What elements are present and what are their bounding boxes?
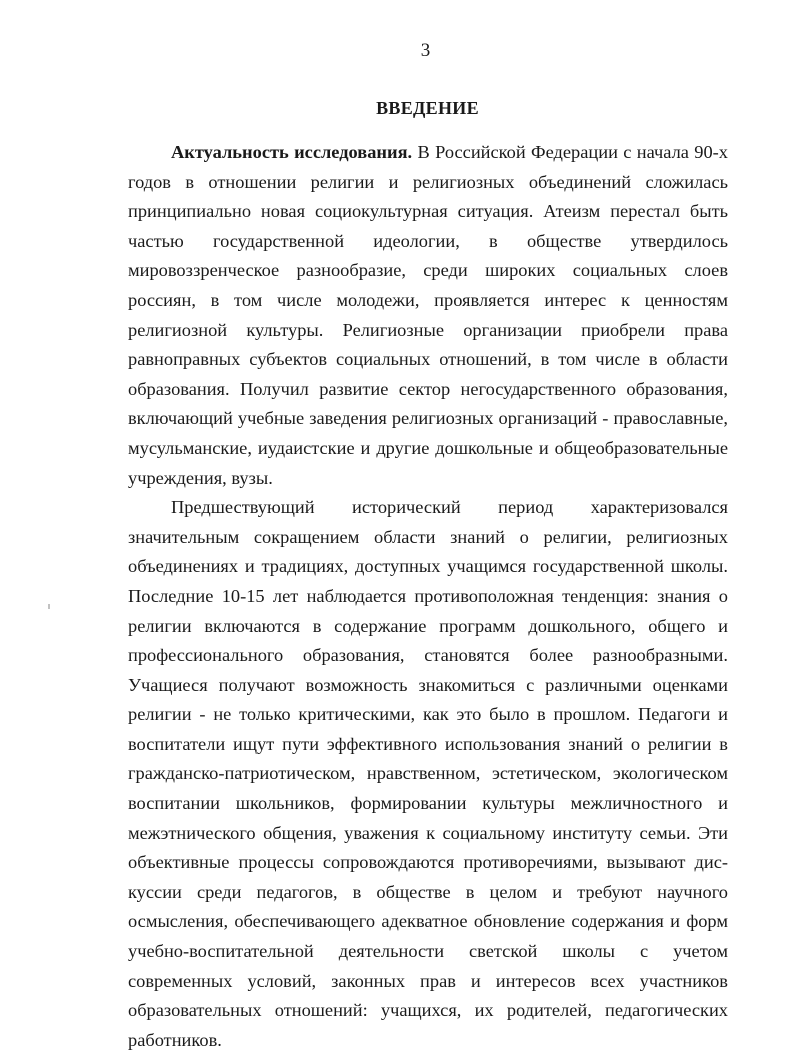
paragraph-relevance <box>128 138 728 493</box>
paragraph-text: В Российской Федерации с начала 90-х годов в отношении религии и религиозных объединений сложилась принципиально новая социокультурная ситуация. Атеизм перестал быть частью государственной идеологии, в обществе утвердилось мировоззренческое разнообразие, среди широких социальных слоев россиян, в том числе молодежи, проявляется интерес к ценностям религиозной культуры. Религиозные организации приобрели права равноправных субъектов социальных отношений, в том числе в области образования. Получил развитие сектор негосударственного образования, включающий учебные заведения религиозных организаций - православные, мусульманские, иудаистские и другие дошкольные и общеобразовательные учреждения, вузы. <box>128 142 728 488</box>
page-number: 3 <box>420 40 431 61</box>
paragraph-lead: Актуальность исследования. <box>171 142 413 162</box>
scan-speck <box>48 604 50 609</box>
body-text <box>128 138 728 1055</box>
section-heading: ВВЕДЕНИЕ <box>376 98 479 118</box>
paragraph-text: Предшествующий исторический период характеризовался значительным сокращением области знаний о религии, религиозных объединениях и традициях, доступных учащимся государственной школы. Последние 10-15 лет наблюдается противоположная тенденция: знания о религии включаются в содержание программ дошкольного, общего и профессионального образования, становятся более разнообразными. Учащиеся получают возможность знакомиться с различными оценками религии - не только критическими, как это было в прошлом. Педагоги и воспитатели ищут пути эффективного использования знаний о религии в гражданско-патриотическом, нравственном, эстетическом, экологическом воспитании школьников, формировании культуры межличностного и межэтнического общения, уважения к социальному институту семьи. Эти объективные процессы сопровождаются противоречиями, вызывают дискуссии среди педагогов, в обществе в целом и требуют научного осмысления, обеспечивающего адекватное обновление содержания и форм учебно-воспитательной деятельности светской школы с учетом современных условий, законных прав и интересов всех участников образовательных отношений: учащихся, их родителей, педагогических работников. <box>128 497 728 1050</box>
paragraph-history <box>128 493 728 1055</box>
